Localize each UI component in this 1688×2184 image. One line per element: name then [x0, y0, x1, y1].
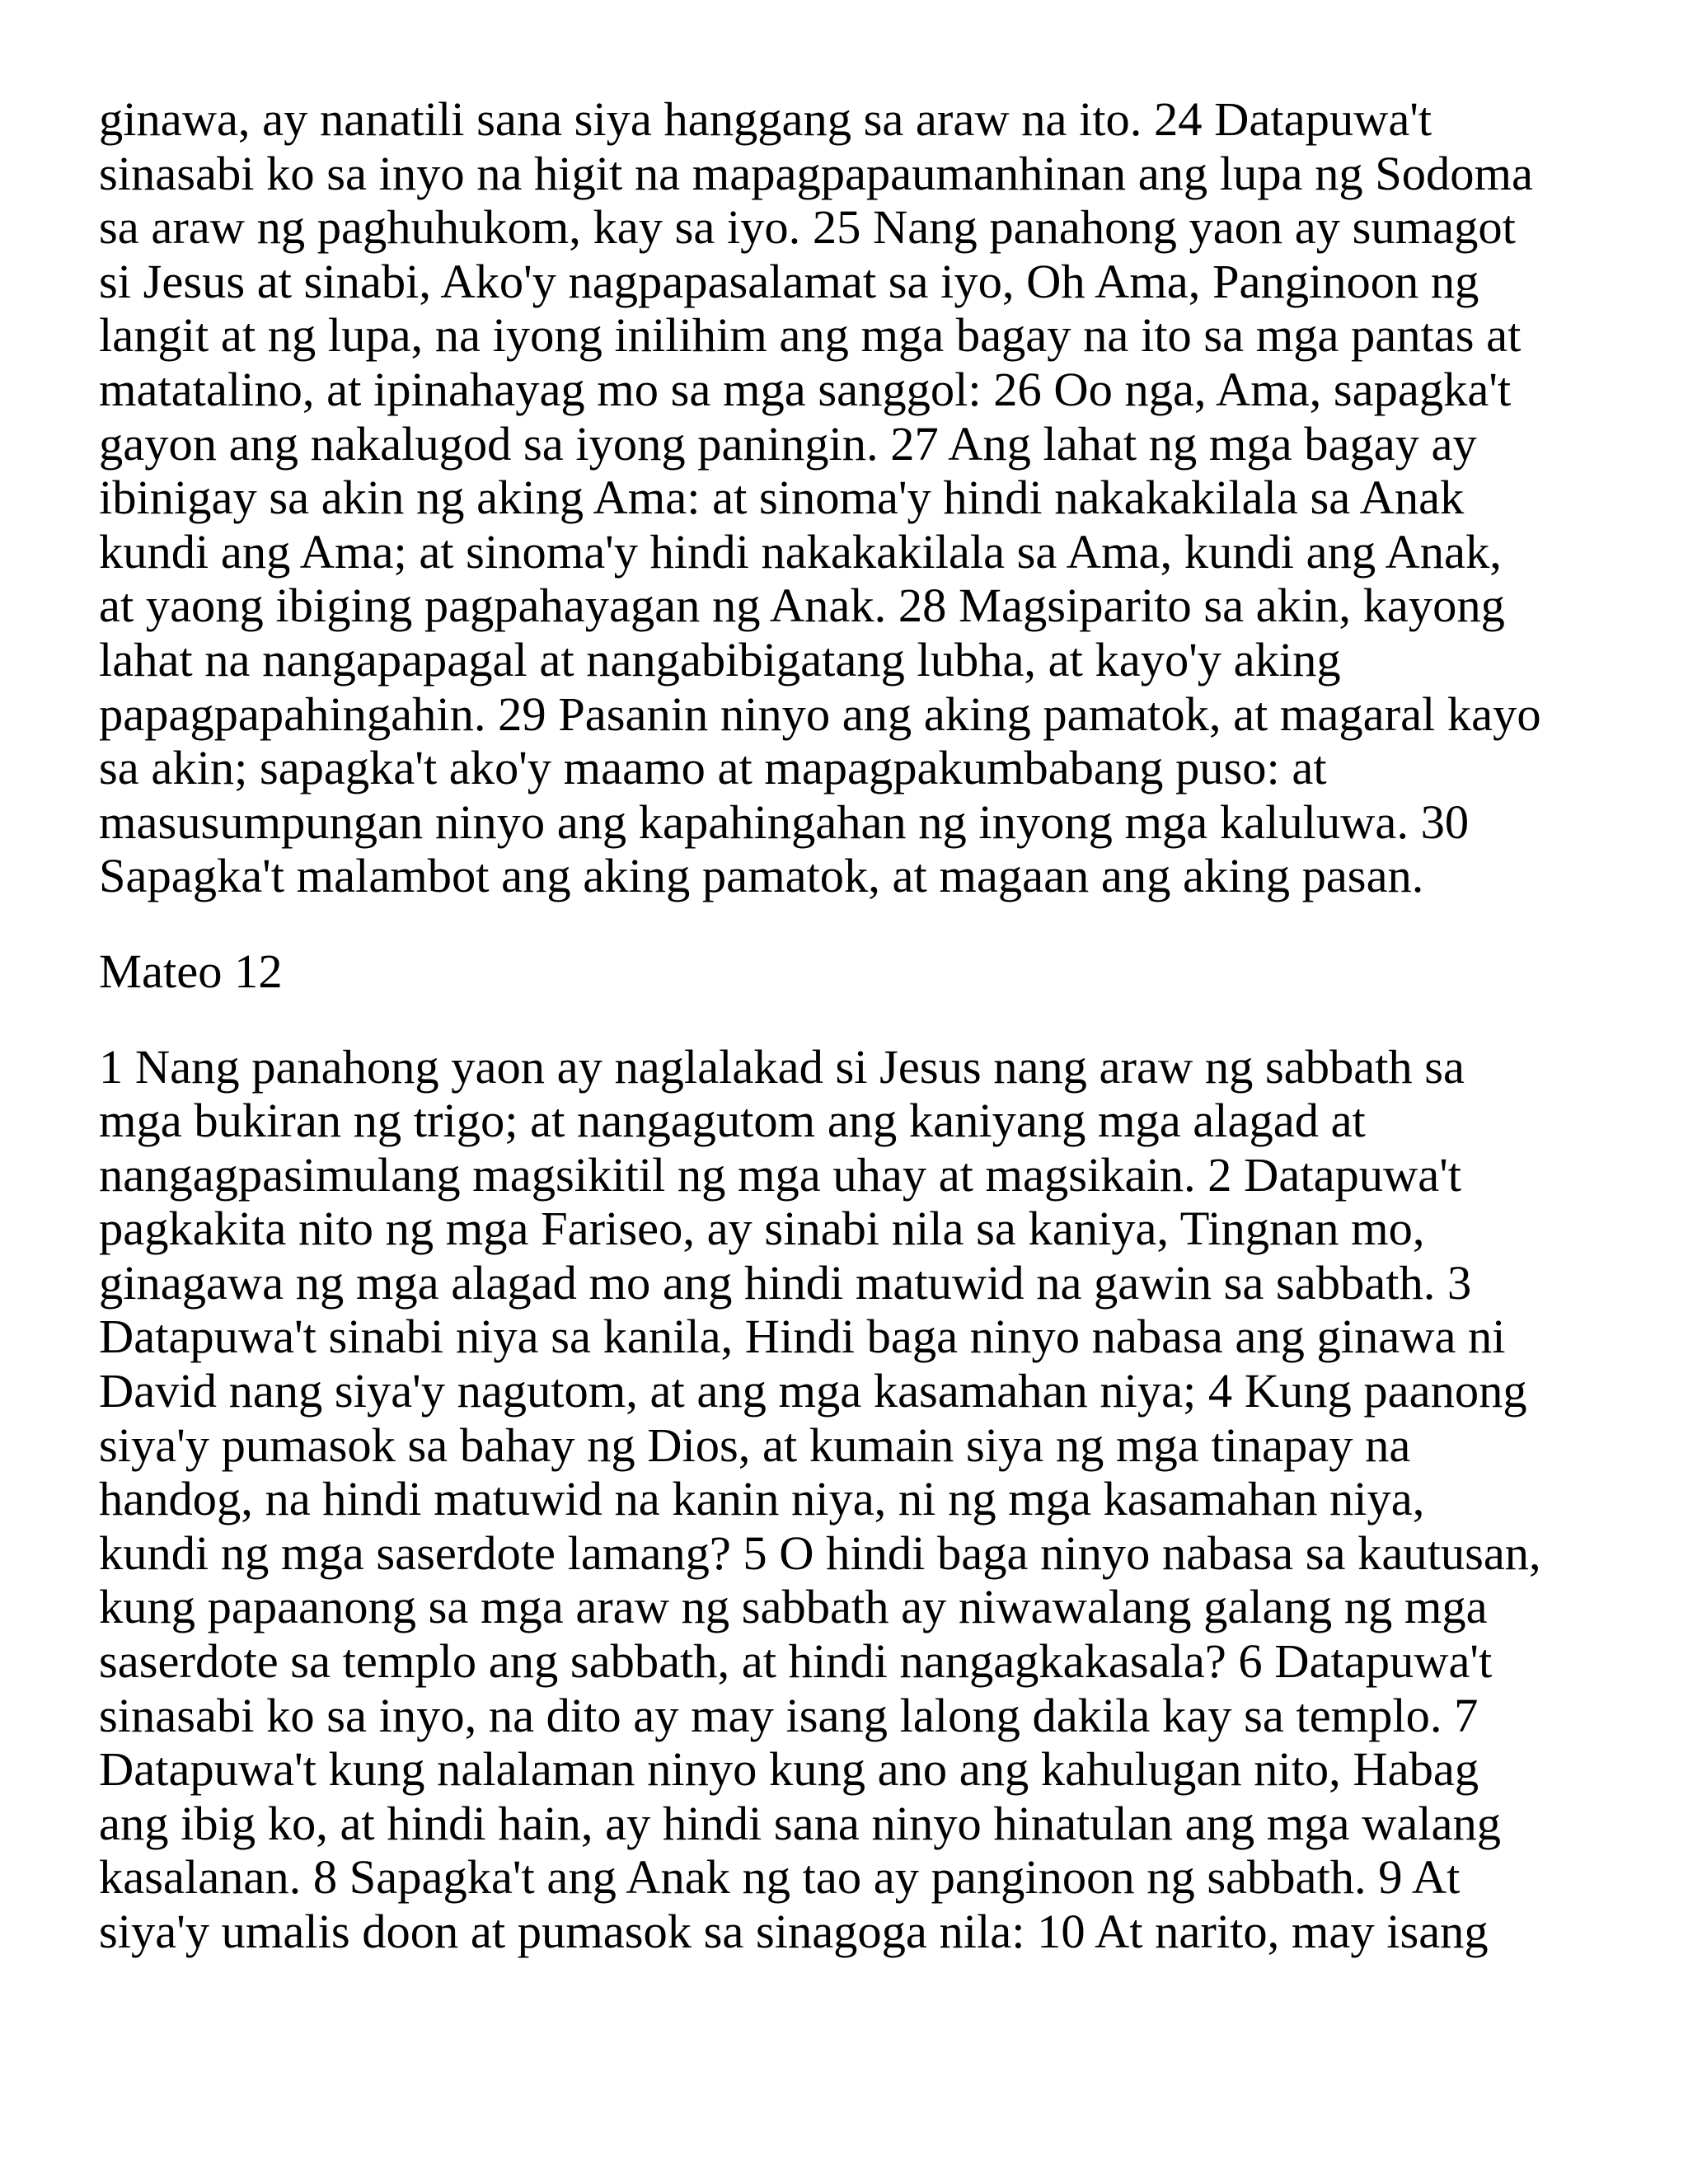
- text-line: ang ibig ko, at hindi hain, ay hindi sana ninyo hinatulan ang mga walang: [99, 1796, 1502, 1850]
- text-line: nangagpasimulang magsikitil ng mga uhay at magsikain. 2 Datapuwa't: [99, 1147, 1462, 1202]
- paragraph-spacer: [99, 903, 1607, 944]
- text-line: kundi ang Ama; at sinoma'y hindi nakakakilala sa Ama, kundi ang Anak,: [99, 524, 1502, 579]
- text-line: kung papaanong sa mga araw ng sabbath ay niwawalang galang ng mga: [99, 1580, 1488, 1634]
- text-line: sa akin; sapagka't ako'y maamo at mapagpakumbabang puso: at: [99, 741, 1327, 795]
- text-line: Datapuwa't sinabi niya sa kanila, Hindi baga ninyo nabasa ang ginawa ni: [99, 1310, 1506, 1364]
- text-line: sinasabi ko sa inyo na higit na mapagpapaumanhinan ang lupa ng Sodoma: [99, 146, 1534, 200]
- text-line: langit at ng lupa, na iyong inilihim ang mga bagay na ito sa mga pantas at: [99, 308, 1522, 363]
- text-line: masusumpungan ninyo ang kapahingahan ng inyong mga kaluluwa. 30: [99, 794, 1470, 849]
- text-line: lahat na nangapapagal at nangabibigatang lubha, at kayo'y aking: [99, 632, 1341, 687]
- text-line: 1 Nang panahong yaon ay naglalakad si Jesus nang araw ng sabbath sa: [99, 1039, 1465, 1094]
- paragraph-1: [99, 92, 1607, 903]
- document-page: [99, 92, 1607, 1959]
- text-line: ginagawa ng mga alagad mo ang hindi matuwid na gawin sa sabbath. 3: [99, 1255, 1472, 1310]
- text-line: siya'y pumasok sa bahay ng Dios, at kumain siya ng mga tinapay na: [99, 1418, 1411, 1472]
- text-line: papagpapahingahin. 29 Pasanin ninyo ang aking pamatok, at magaral kayo: [99, 687, 1541, 741]
- text-line: pagkakita nito ng mga Fariseo, ay sinabi nila sa kaniya, Tingnan mo,: [99, 1202, 1425, 1256]
- chapter-heading: Mateo 12: [99, 944, 283, 998]
- text-line: Sapagka't malambot ang aking pamatok, at magaan ang aking pasan.: [99, 849, 1424, 903]
- text-line: ibinigay sa akin ng aking Ama: at sinoma'y hindi nakakakilala sa Anak: [99, 471, 1465, 525]
- paragraph-spacer: [99, 999, 1607, 1040]
- text-line: si Jesus at sinabi, Ako'y nagpapasalamat sa iyo, Oh Ama, Panginoon ng: [99, 254, 1479, 308]
- text-line: ginawa, ay nanatili sana siya hanggang sa araw na ito. 24 Datapuwa't: [99, 92, 1432, 146]
- text-line: mga bukiran ng trigo; at nangagutom ang kaniyang mga alagad at: [99, 1094, 1366, 1148]
- text-line: handog, na hindi matuwid na kanin niya, ni ng mga kasamahan niya,: [99, 1472, 1425, 1526]
- text-line: at yaong ibiging pagpahayagan ng Anak. 28 Magsiparito sa akin, kayong: [99, 579, 1505, 633]
- paragraph-2: [99, 1040, 1607, 1959]
- text-line: David nang siya'y nagutom, at ang mga kasamahan niya; 4 Kung paanong: [99, 1364, 1527, 1418]
- text-line: Datapuwa't kung nalalaman ninyo kung ano ang kahulugan nito, Habag: [99, 1742, 1479, 1797]
- text-line: siya'y umalis doon at pumasok sa sinagoga nila: 10 At narito, may isang: [99, 1905, 1489, 1958]
- text-line: saserdote sa templo ang sabbath, at hindi nangagkakasala? 6 Datapuwa't: [99, 1634, 1493, 1689]
- text-line: matatalino, at ipinahayag mo sa mga sanggol: 26 Oo nga, Ama, sapagka't: [99, 362, 1512, 416]
- text-line: kundi ng mga saserdote lamang? 5 O hindi baga ninyo nabasa sa kautusan,: [99, 1526, 1541, 1580]
- text-line: sinasabi ko sa inyo, na dito ay may isang lalong dakila kay sa templo. 7: [99, 1688, 1479, 1742]
- text-line: kasalanan. 8 Sapagka't ang Anak ng tao ay panginoon ng sabbath. 9 At: [99, 1850, 1461, 1905]
- text-line: sa araw ng paghuhukom, kay sa iyo. 25 Nang panahong yaon ay sumagot: [99, 200, 1516, 255]
- text-line: gayon ang nakalugod sa iyong paningin. 27 Ang lahat ng mga bagay ay: [99, 416, 1477, 471]
